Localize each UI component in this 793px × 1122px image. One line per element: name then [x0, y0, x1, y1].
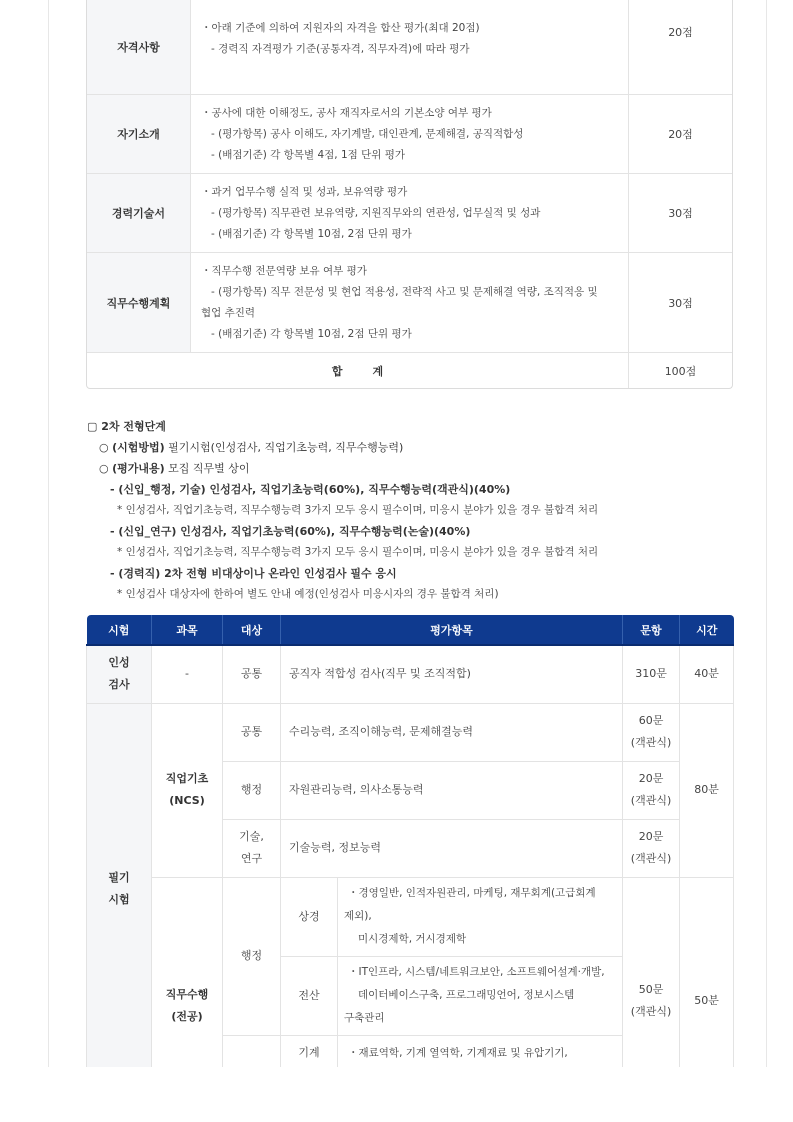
- content-text: 모집 직무별 상이: [164, 462, 250, 475]
- description-line: - (배점기준) 각 항목별 4점, 1점 단위 평가: [211, 148, 406, 161]
- item-cell: 수리능력, 조직이해능력, 문제해결능력: [281, 703, 623, 761]
- field-cell: 기계: [281, 1035, 338, 1067]
- target-cell: 공통: [223, 703, 281, 761]
- table-header-row: [87, 615, 734, 645]
- item-line: ・IT인프라, 시스템/네트워크보안, 소프트웨어설계·개발,: [348, 966, 605, 978]
- item-list-cell: [338, 1035, 623, 1067]
- exam-cell: 인성 검사: [87, 645, 152, 703]
- table-row: [87, 253, 732, 353]
- table-row: [87, 645, 734, 703]
- count-cell: 310문: [623, 645, 680, 703]
- description-line: - (배점기준) 각 항목별 10점, 2점 단위 평가: [211, 227, 412, 240]
- description-line: - (배점기준) 각 항목별 10점, 2점 단위 평가: [211, 327, 412, 340]
- field-cell: 상경: [281, 877, 338, 956]
- circle-bullet: ○: [99, 441, 109, 454]
- item-line: 제외),: [344, 910, 372, 922]
- item-list-cell: [338, 877, 623, 956]
- item-heading: - (경력직) 2차 전형 비대상이나 온라인 인성검사 필수 응시: [110, 567, 397, 580]
- item-note: * 인성검사 대상자에 한하여 별도 안내 예정(인성검사 미응시자의 경우 불합격 처리): [117, 588, 499, 600]
- row-score: 30점: [668, 296, 693, 310]
- exam-cell: 필기 시험: [87, 703, 152, 1067]
- item-line: 구축관리: [344, 1012, 385, 1024]
- row-label: 자기소개: [87, 95, 191, 173]
- row-label: 경력기술서: [87, 174, 191, 252]
- time-cell: 50분: [680, 877, 734, 1067]
- description-line: 협업 추진력: [201, 306, 256, 319]
- target-cell: 행정: [223, 761, 281, 819]
- description-line: - (평가항목) 공사 이해도, 자기계발, 대인관계, 문제해결, 공직적합성: [211, 127, 524, 140]
- subject-cell: 직업기초 (NCS): [152, 703, 223, 877]
- description-line: ・과거 업무수행 실적 및 성과, 보유역량 평가: [201, 185, 408, 198]
- description-line: - 경력직 자격평가 기준(공통자격, 직무자격)에 따라 평가: [211, 43, 470, 55]
- time-cell: 80분: [680, 703, 734, 877]
- description-line: ・아래 기준에 의하여 지원자의 자격을 합산 평가(최대 20점): [201, 22, 480, 34]
- item-heading: - (신입_연구) 인성검사, 직업기초능력(60%), 직무수행능력(논술)(40%): [110, 525, 471, 538]
- row-score: 20점: [668, 26, 693, 39]
- row-description: [191, 0, 629, 94]
- row-score: 20점: [668, 128, 693, 141]
- target-cell: [223, 1035, 281, 1067]
- target-cell: 기술, 연구: [223, 819, 281, 877]
- description-line: ・공사에 대한 이해정도, 공사 재직자로서의 기본소양 여부 평가: [201, 106, 492, 119]
- total-label: 합계: [87, 353, 629, 388]
- target-cell: 공통: [223, 645, 281, 703]
- evaluation-score-table: [86, 0, 733, 389]
- written-exam-table: [86, 615, 734, 1067]
- table-row: [87, 174, 732, 253]
- time-cell: 40분: [680, 645, 734, 703]
- stage2-section: [87, 416, 727, 605]
- count-cell: 60문 (객관식): [623, 703, 680, 761]
- count-cell: 20문 (객관식): [623, 819, 680, 877]
- table-row: [87, 95, 732, 174]
- row-label: 자격사항: [87, 0, 191, 94]
- item-cell: 공직자 적합성 검사(직무 및 조직적합): [281, 645, 623, 703]
- method-text: 필기시험(인성검사, 직업기초능력, 직무수행능력): [164, 441, 404, 454]
- circle-bullet: ○: [99, 462, 109, 475]
- section-title: ▢ 2차 전형단계: [87, 420, 166, 433]
- header-items: 평가항목: [281, 615, 623, 645]
- description-line: - (평가항목) 직무관련 보유역량, 지원직무와의 연관성, 업무실적 및 성과: [211, 206, 541, 219]
- item-cell: 기술능력, 정보능력: [281, 819, 623, 877]
- item-note: * 인성검사, 직업기초능력, 직무수행능력 3가지 모두 응시 필수이며, 미응시 분야가 있을 경우 불합격 처리: [117, 504, 599, 516]
- header-exam: 시험: [87, 615, 152, 645]
- count-cell: 20문 (객관식): [623, 761, 680, 819]
- count-cell: 50문 (객관식): [623, 877, 680, 1067]
- item-line: 미시경제학, 거시경제학: [358, 933, 467, 945]
- exam-content-line: [87, 458, 727, 479]
- field-cell: 전산: [281, 956, 338, 1035]
- header-time: 시간: [680, 615, 734, 645]
- row-score: 30점: [668, 207, 693, 220]
- item-cell: 자원관리능력, 의사소통능력: [281, 761, 623, 819]
- total-score: 100점: [664, 364, 697, 378]
- content-heading: (평가내용): [112, 462, 165, 475]
- description-line: ・직무수행 전문역량 보유 여부 평가: [201, 264, 367, 277]
- item-line: ・경영일반, 인적자원관리, 마케팅, 재무회계(고급회계: [348, 887, 596, 899]
- description-line: - (평가항목) 직무 전문성 및 현업 적용성, 전략적 사고 및 문제해결 역량, 조직적응 및: [211, 285, 598, 298]
- item-heading: - (신입_행정, 기술) 인성검사, 직업기초능력(60%), 직무수행능력(객관식)(40%): [110, 483, 511, 496]
- header-count: 문항: [623, 615, 680, 645]
- document-page: [48, 0, 767, 1067]
- exam-method-line: [87, 437, 727, 458]
- header-target: 대상: [223, 615, 281, 645]
- item-note: * 인성검사, 직업기초능력, 직무수행능력 3가지 모두 응시 필수이며, 미응시 분야가 있을 경우 불합격 처리: [117, 546, 599, 558]
- item-line: ・재료역학, 기계 열역학, 기계재료 및 유압기기,: [348, 1046, 568, 1059]
- subject-cell: -: [152, 645, 223, 703]
- total-row: [87, 353, 732, 388]
- table-row: [87, 0, 732, 95]
- method-heading: (시험방법): [112, 441, 165, 454]
- row-description: [191, 253, 629, 352]
- table-row: [87, 877, 734, 956]
- item-line: 데이터베이스구축, 프로그래밍언어, 정보시스템: [358, 989, 575, 1001]
- row-description: [191, 95, 629, 173]
- item-list-cell: [338, 956, 623, 1035]
- subject-cell: 직무수행 (전공): [152, 877, 223, 1067]
- table-row: [87, 703, 734, 761]
- header-subject: 과목: [152, 615, 223, 645]
- row-label: 직무수행계획: [87, 253, 191, 352]
- target-cell: 행정: [223, 877, 281, 1035]
- row-description: [191, 174, 629, 252]
